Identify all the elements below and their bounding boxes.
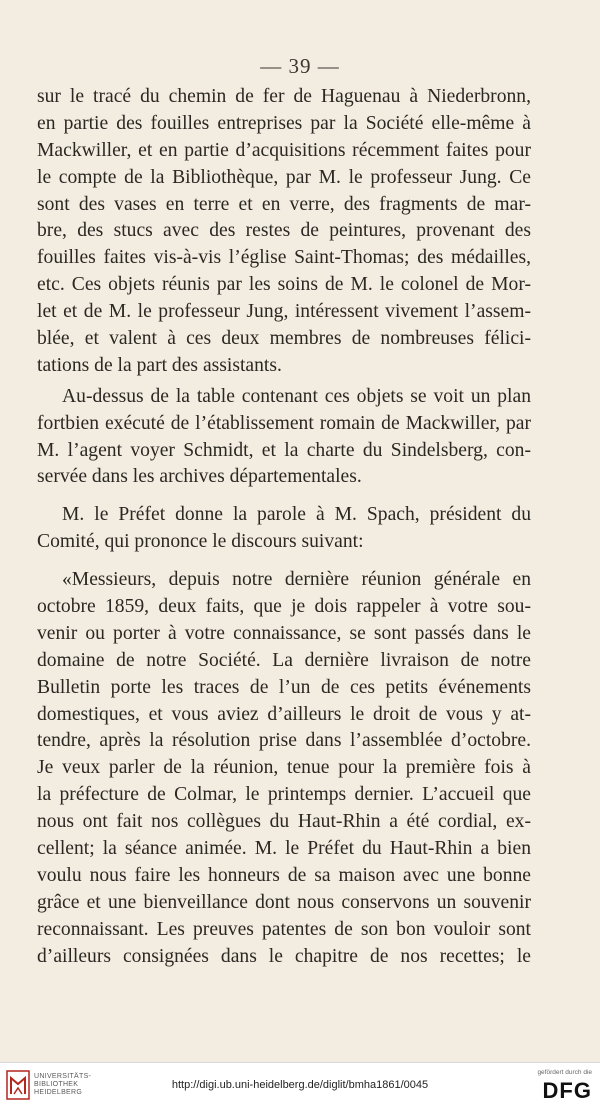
paragraph-3 [37, 502, 531, 556]
text-line: octobre 1859, deux faits, que je dois rappeler à votre sou- [37, 596, 531, 618]
text-line: «Messieurs, depuis notre dernière réunion générale en [62, 569, 531, 591]
library-name: UNIVERSITÄTS- BIBLIOTHEK HEIDELBERG [34, 1073, 92, 1096]
text-line: domaine de notre Société. La dernière livraison de notre [37, 649, 531, 671]
text-line: la préfecture de Colmar, le printemps dernier. L’accueil que [37, 784, 531, 806]
text-line: Au-dessus de la table contenant ces objets se voit un plan [62, 385, 531, 407]
text-line: en partie des fouilles entreprises par la Société elle-même à [37, 112, 531, 134]
text-line: voulu nous faire les honneurs de sa maison avec une bonne [37, 864, 531, 886]
text-line: sur le tracé du chemin de fer de Haguenau à Niederbronn, [37, 86, 531, 107]
text-line: d’ailleurs consignées dans le chapitre de nos recettes; le [37, 945, 531, 967]
funding-note: gefördert durch die [537, 1069, 592, 1076]
text-line: etc. Ces objets réunis par les soins de M. le colonel de Mor- [37, 274, 531, 296]
text-line: tendre, après la résolution prise dans l’assemblée d’octobre. [37, 730, 531, 752]
text-line: nous ont fait nos collègues du Haut-Rhin a été cordial, ex- [37, 811, 531, 833]
text-line: Mackwiller, et en partie d’acquisitions récemment faites pour [37, 139, 531, 161]
text-line: bre, des stucs avec des restes de peintures, provenant des [37, 220, 531, 242]
permalink-url[interactable]: http://digi.ub.uni-heidelberg.de/diglit/bmha1861/0045 [171, 1079, 429, 1091]
text-line: tations de la part des assistants. [37, 354, 282, 376]
text-line: reconnaissant. Les preuves patentes de son bon vouloir sont [37, 918, 531, 940]
text-line: M. l’agent voyer Schmidt, et la charte du Sindelsberg, con- [37, 439, 531, 461]
viewer-footer [0, 1062, 600, 1108]
page-number: — 39 — [260, 54, 340, 78]
text-line: Je veux parler de la réunion, tenue pour la première fois à [37, 757, 531, 779]
text-line: let et de M. le professeur Jung, intéressent vivement l’assem- [37, 301, 531, 323]
text-line: venir ou porter à votre connaissance, se sont passés dans le [37, 622, 531, 644]
text-line: servée dans les archives départementales. [37, 466, 362, 488]
text-line: domestiques, et vous aviez d’ailleurs le droit de vous y at- [37, 703, 531, 725]
dfg-logo: DFG [542, 1078, 592, 1103]
text-line: Bulletin porte les traces de l’un de ces petits événements [37, 676, 531, 698]
text-line: le compte de la Bibliothèque, par M. le professeur Jung. Ce [37, 166, 531, 188]
text-line: sont des vases en terre et en verre, des fragments de mar- [37, 193, 531, 215]
text-line: grâce et une bienveillance dont nous conservons un souvenir [37, 891, 531, 913]
text-line: blée, et valent à ces deux membres de nombreuses félici- [37, 328, 531, 350]
paragraph-2 [37, 384, 531, 492]
body-text [37, 84, 531, 971]
text-line: fouilles faites vis-à-vis l’église Saint-Thomas; des médailles, [37, 247, 531, 269]
text-line: M. le Préfet donne la parole à M. Spach, président du [62, 504, 531, 526]
text-line: Comité, qui prononce le discours suivant: [37, 531, 364, 553]
text-line: fortbien exécuté de l’établissement romain de Mackwiller, par [37, 412, 531, 434]
paragraph-4 [37, 567, 531, 970]
text-line: cellent; la séance animée. M. le Préfet du Haut-Rhin a bien [37, 838, 531, 860]
paragraph-1 [37, 84, 531, 380]
